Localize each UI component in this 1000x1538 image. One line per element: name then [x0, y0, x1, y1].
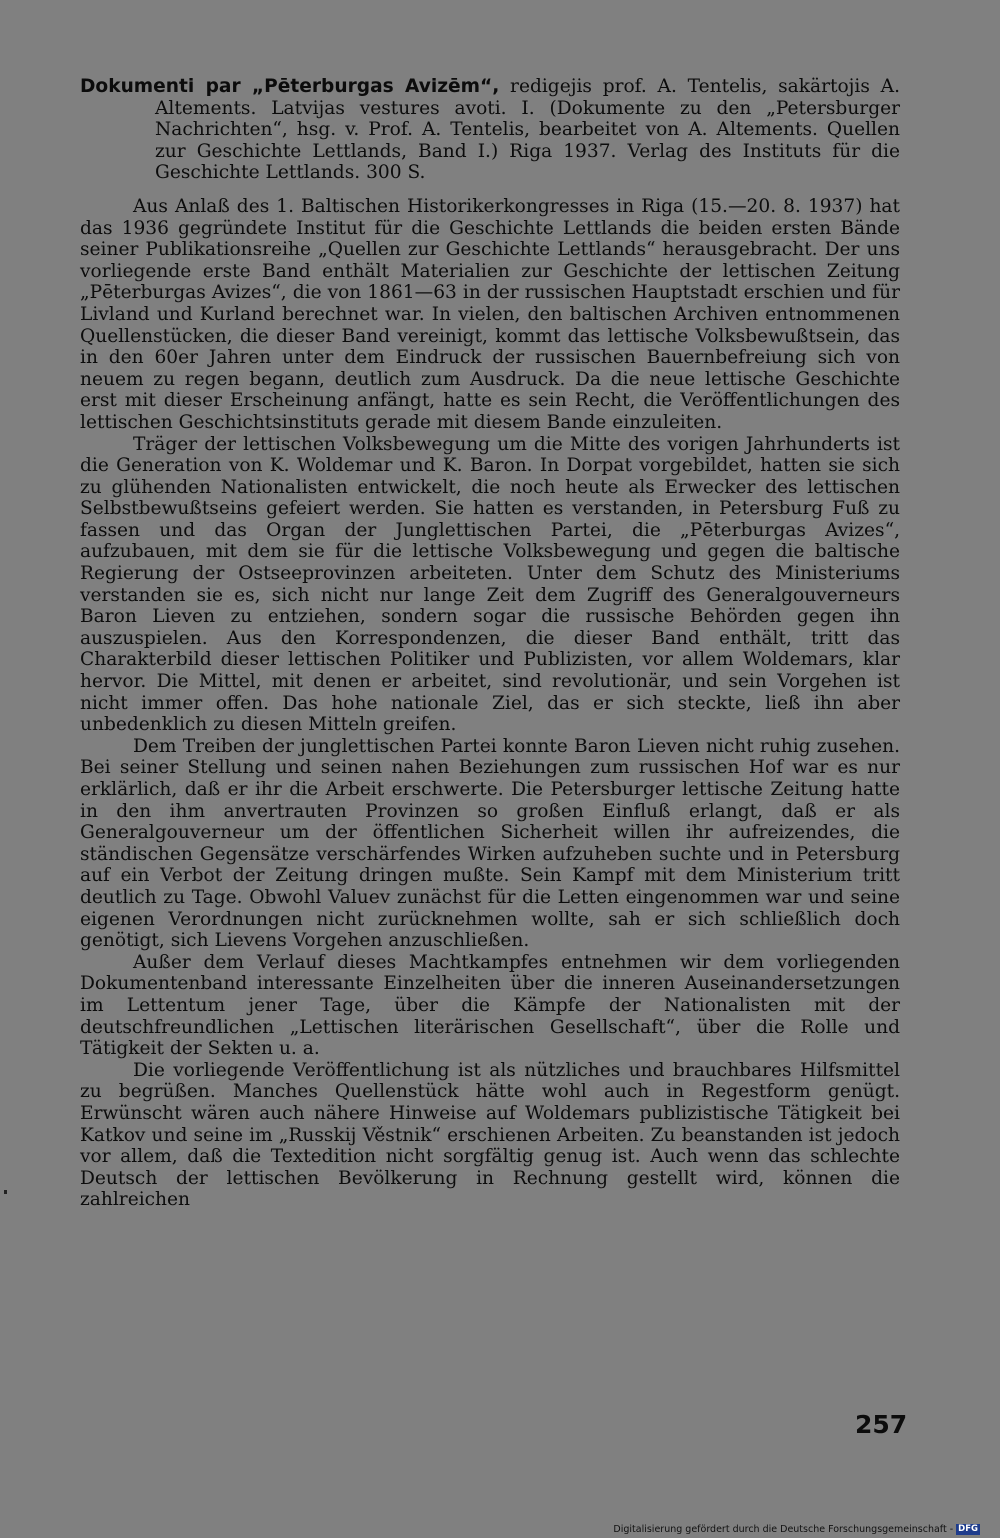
- digitization-footer: [613, 1524, 980, 1535]
- dfg-logo-icon: DFG: [958, 1524, 978, 1534]
- footer-text: Digitalisierung gefördert durch die Deutsche Forschungsgemeinschaft -: [613, 1524, 954, 1535]
- book-title: Dokumenti par „Pēterburgas Avizēm“,: [80, 76, 500, 97]
- paragraph-1: Aus Anlaß des 1. Baltischen Historikerkongresses in Riga (15.—20. 8. 1937) hat das 1936 gegründete Institut für die Geschichte Lettlands die beiden ersten Bände seiner Publikationsreihe „Quellen zur Geschichte Lettlands“ herausgebracht. Der uns vorliegende erste Band enthält Materialien zur Geschichte der lettischen Zeitung „Pēterburgas Avizes“, die von 1861—63 in der russischen Hauptstadt erschien und für Livland und Kurland berechnet war. In vielen, den baltischen Archiven entnommenen Quellenstücken, die dieser Band vereinigt, kommt das lettische Volksbewußtsein, das in den 60er Jahren unter dem Eindruck der russischen Bauernbefreiung sich von neuem zu regen begann, deutlich zum Ausdruck. Da die neue lettische Geschichte erst mit dieser Erscheinung anfängt, hatte es sein Recht, die Veröffentlichungen des lettischen Geschichtsinstituts gerade mit diesem Bande einzuleiten.: [80, 195, 900, 433]
- scan-speck: [4, 1190, 7, 1194]
- page-number: 257: [855, 1410, 908, 1439]
- bibliographic-heading: [80, 76, 900, 184]
- paragraph-4: Außer dem Verlauf dieses Machtkampfes entnehmen wir dem vorliegenden Dokumentenband interessante Einzelheiten über die inneren Auseinandersetzungen im Lettentum jener Tage, über die Kämpfe der Nationalisten mit der deutschfreundlichen „Lettischen literärischen Gesellschaft“, über die Rolle und Tätigkeit der Sekten u. a.: [80, 951, 900, 1060]
- paragraph-2: Träger der lettischen Volksbewegung um die Mitte des vorigen Jahrhunderts ist die Generation von K. Woldemar und K. Baron. In Dorpat vorgebildet, hatten sie sich zu glühenden Nationalisten entwickelt, die noch heute als Erwecker des lettischen Selbstbewußtseins gefeiert werden. Sie hatten es verstanden, in Petersburg Fuß zu fassen und das Organ der Junglettischen Partei, die „Pēterburgas Avizes“, aufzubauen, mit dem sie für die lettische Volksbewegung und gegen die baltische Regierung der Ostseeprovinzen arbeiteten. Unter dem Schutz des Ministeriums verstanden sie es, sich nicht nur lange Zeit dem Zugriff des Generalgouverneurs Baron Lieven zu entziehen, sondern sogar die russische Behörden gegen ihn auszuspielen. Aus den Korrespondenzen, die dieser Band enthält, tritt das Charakterbild dieser lettischen Politiker und Publizisten, vor allem Woldemars, klar hervor. Die Mittel, mit denen er arbeitet, sind revolutionär, und sein Vorgehen ist nicht immer offen. Das hohe nationale Ziel, das er sich steckte, ließ ihn aber unbedenklich zu diesen Mitteln greifen.: [80, 433, 900, 736]
- page-text: [80, 76, 900, 1211]
- bibliographic-details: redigejis prof. A. Tentelis, sakärtojis A. Altements. Latvijas vestures avoti. I. (Dokumente zu den „Petersburger Nachrichten“, hsg. v. Prof. A. Tentelis, bearbeitet von A. Altements. Quellen zur Geschichte Lettlands, Band I.) Riga 1937. Verlag des Instituts für die Geschichte Lettlands. 300 S.: [155, 76, 900, 184]
- paragraph-3: Dem Treiben der junglettischen Partei konnte Baron Lieven nicht ruhig zusehen. Bei seiner Stellung und seinen nahen Beziehungen zum russischen Hof war es nur erklärlich, daß er ihr die Arbeit erschwerte. Die Petersburger lettische Zeitung hatte in den ihm anvertrauten Provinzen so großen Einfluß erlangt, daß er als Generalgouverneur um der öffentlichen Sicherheit willen ihr aufreizendes, die ständischen Gegensätze verschärfendes Wirken aufzuheben suchte und in Petersburg auf ein Verbot der Zeitung dringen mußte. Sein Kampf mit dem Ministerium tritt deutlich zu Tage. Obwohl Valuev zunächst für die Letten eingenommen war und seine eigenen Verordnungen nicht zurücknehmen wollte, sah er sich schließlich doch genötigt, sich Lievens Vorgehen anzuschließen.: [80, 735, 900, 952]
- paragraph-5: Die vorliegende Veröffentlichung ist als nützliches und brauchbares Hilfsmittel zu begrüßen. Manches Quellenstück hätte wohl auch in Regestform genügt. Erwünscht wären auch nähere Hinweise auf Woldemars publizistische Tätigkeit bei Katkov und seine im „Russkij Věstnik“ erschienen Arbeiten. Zu beanstanden ist jedoch vor allem, daß die Textedition nicht sorgfältig genug ist. Auch wenn das schlechte Deutsch der lettischen Bevölkerung in Rechnung gestellt wird, können die zahlreichen: [80, 1059, 900, 1211]
